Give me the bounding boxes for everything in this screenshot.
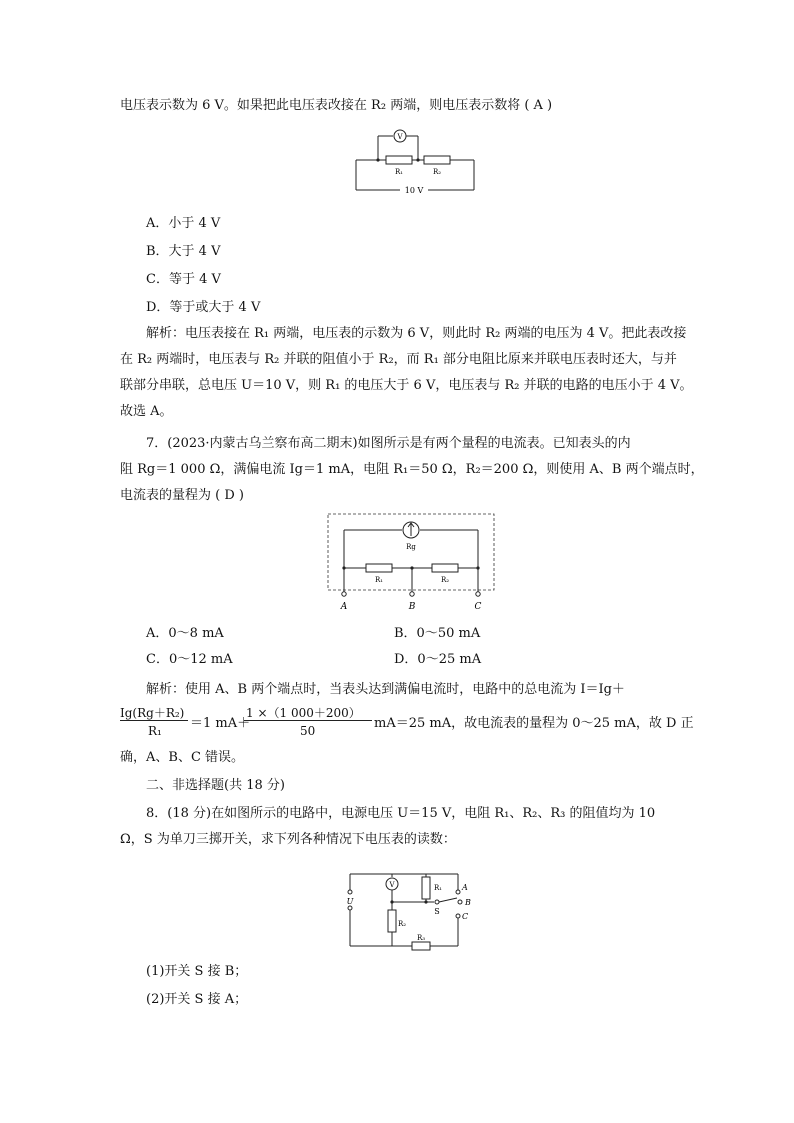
q6-fig-r2-label: R₂	[432, 168, 442, 176]
q7-option-d: D．0～25 mA	[394, 652, 482, 667]
q7-fig-r1-label: R₁	[374, 576, 384, 584]
q7-fraction-2-numerator: 1 ×（1 000＋200）	[246, 706, 361, 720]
q8-stem-line-2: Ω，S 为单刀三掷开关，求下列各种情况下电压表的读数：	[120, 832, 456, 847]
q8-circuit-figure	[340, 862, 480, 952]
q7-fig-r2-label: R₂	[440, 576, 450, 584]
q8-fig-terminal-a: A	[462, 883, 468, 892]
q7-fig-rg-label: Rg	[406, 543, 416, 551]
section-2-heading: 二、非选择题(共 18 分)	[146, 778, 285, 793]
q8-fig-terminal-b: B	[465, 898, 471, 907]
q7-option-a: A．0～8 mA	[146, 626, 224, 641]
q8-fig-terminal-c: C	[462, 912, 469, 921]
q8-fig-r1-label: R₁	[434, 884, 443, 892]
q6-analysis-line-1: 解析：电压表接在 R₁ 两端，电压表的示数为 6 V，则此时 R₂ 两端的电压为 4 V。把此表改接	[146, 326, 687, 341]
q8-fig-r3-label: R₃	[416, 934, 426, 942]
q7-fig-terminal-a: A	[340, 602, 348, 612]
q6-analysis-line-4: 故选 A。	[120, 404, 173, 419]
q8-part-2: (2)开关 S 接 A；	[146, 992, 248, 1007]
q6-option-a: A．小于 4 V	[146, 216, 221, 231]
q7-fraction-2-bar	[244, 720, 372, 721]
q6-circuit-figure	[348, 128, 480, 200]
q6-fig-meter-label: V	[397, 133, 403, 141]
q6-option-d: D．等于或大于 4 V	[146, 300, 261, 315]
q8-part-1: (1)开关 S 接 B；	[146, 964, 248, 979]
q7-option-c: C．0～12 mA	[146, 652, 233, 667]
q7-analysis-line-3: 确，A、B、C 错误。	[120, 750, 245, 765]
q8-fig-meter-label: V	[389, 881, 395, 889]
q7-stem-line-1: 7．(2023·内蒙古乌兰察布高二期末)如图所示是有两个量程的电流表。已知表头的内	[146, 436, 631, 451]
q6-stem-end: 电压表示数为 6 V。如果把此电压表改接在 R₂ 两端，则电压表示数将 ( A )	[120, 98, 553, 113]
q7-option-b: B．0～50 mA	[394, 626, 481, 641]
q6-option-c: C．等于 4 V	[146, 272, 221, 287]
q7-fraction-1-bar	[120, 720, 188, 721]
q8-fig-switch-label: S	[434, 907, 440, 916]
q7-fraction-1-numerator: Ig(Rg＋R₂)	[120, 706, 185, 720]
q7-stem-line-3: 电流表的量程为 ( D )	[120, 488, 244, 503]
q7-stem-line-2: 阻 Rg＝1 000 Ω，满偏电流 Ig＝1 mA，电阻 R₁＝50 Ω，R₂＝200 Ω，则使用 A、B 两个端点时，	[120, 462, 704, 477]
q6-option-b: B．大于 4 V	[146, 244, 221, 259]
q8-stem-line-1: 8．(18 分)在如图所示的电路中，电源电压 U＝15 V，电阻 R₁、R₂、R₃ 的阻值均为 10	[146, 806, 656, 821]
q8-fig-r2-label: R₂	[398, 920, 407, 928]
q7-fig-terminal-c: C	[474, 602, 482, 612]
q7-fraction-2-denominator: 50	[300, 724, 316, 738]
q7-fig-terminal-b: B	[408, 602, 416, 612]
q6-analysis-line-3: 联部分串联，总电压 U＝10 V，则 R₁ 的电压大于 6 V，电压表与 R₂ 并联的电路的电压小于 4 V。	[120, 378, 693, 393]
q7-equation-middle: ＝1 mA＋	[190, 716, 251, 731]
q6-fig-supply-label: 10 V	[404, 186, 424, 195]
q6-fig-r1-label: R₁	[394, 168, 404, 176]
q7-equation-end: mA＝25 mA，故电流表的量程为 0～25 mA，故 D 正	[374, 716, 694, 731]
q7-analysis-line-1: 解析：使用 A、B 两个端点时，当表头达到满偏电流时，电路中的总电流为 I＝Ig＋	[146, 682, 625, 697]
q6-analysis-line-2: 在 R₂ 两端时，电压表与 R₂ 并联的阻值小于 R₂，而 R₁ 部分电阻比原来并联电压表时还大，与并	[120, 352, 677, 367]
q8-fig-u-label: U	[346, 897, 354, 906]
q7-fraction-1-denominator: R₁	[148, 724, 162, 738]
q7-circuit-figure	[326, 512, 496, 612]
